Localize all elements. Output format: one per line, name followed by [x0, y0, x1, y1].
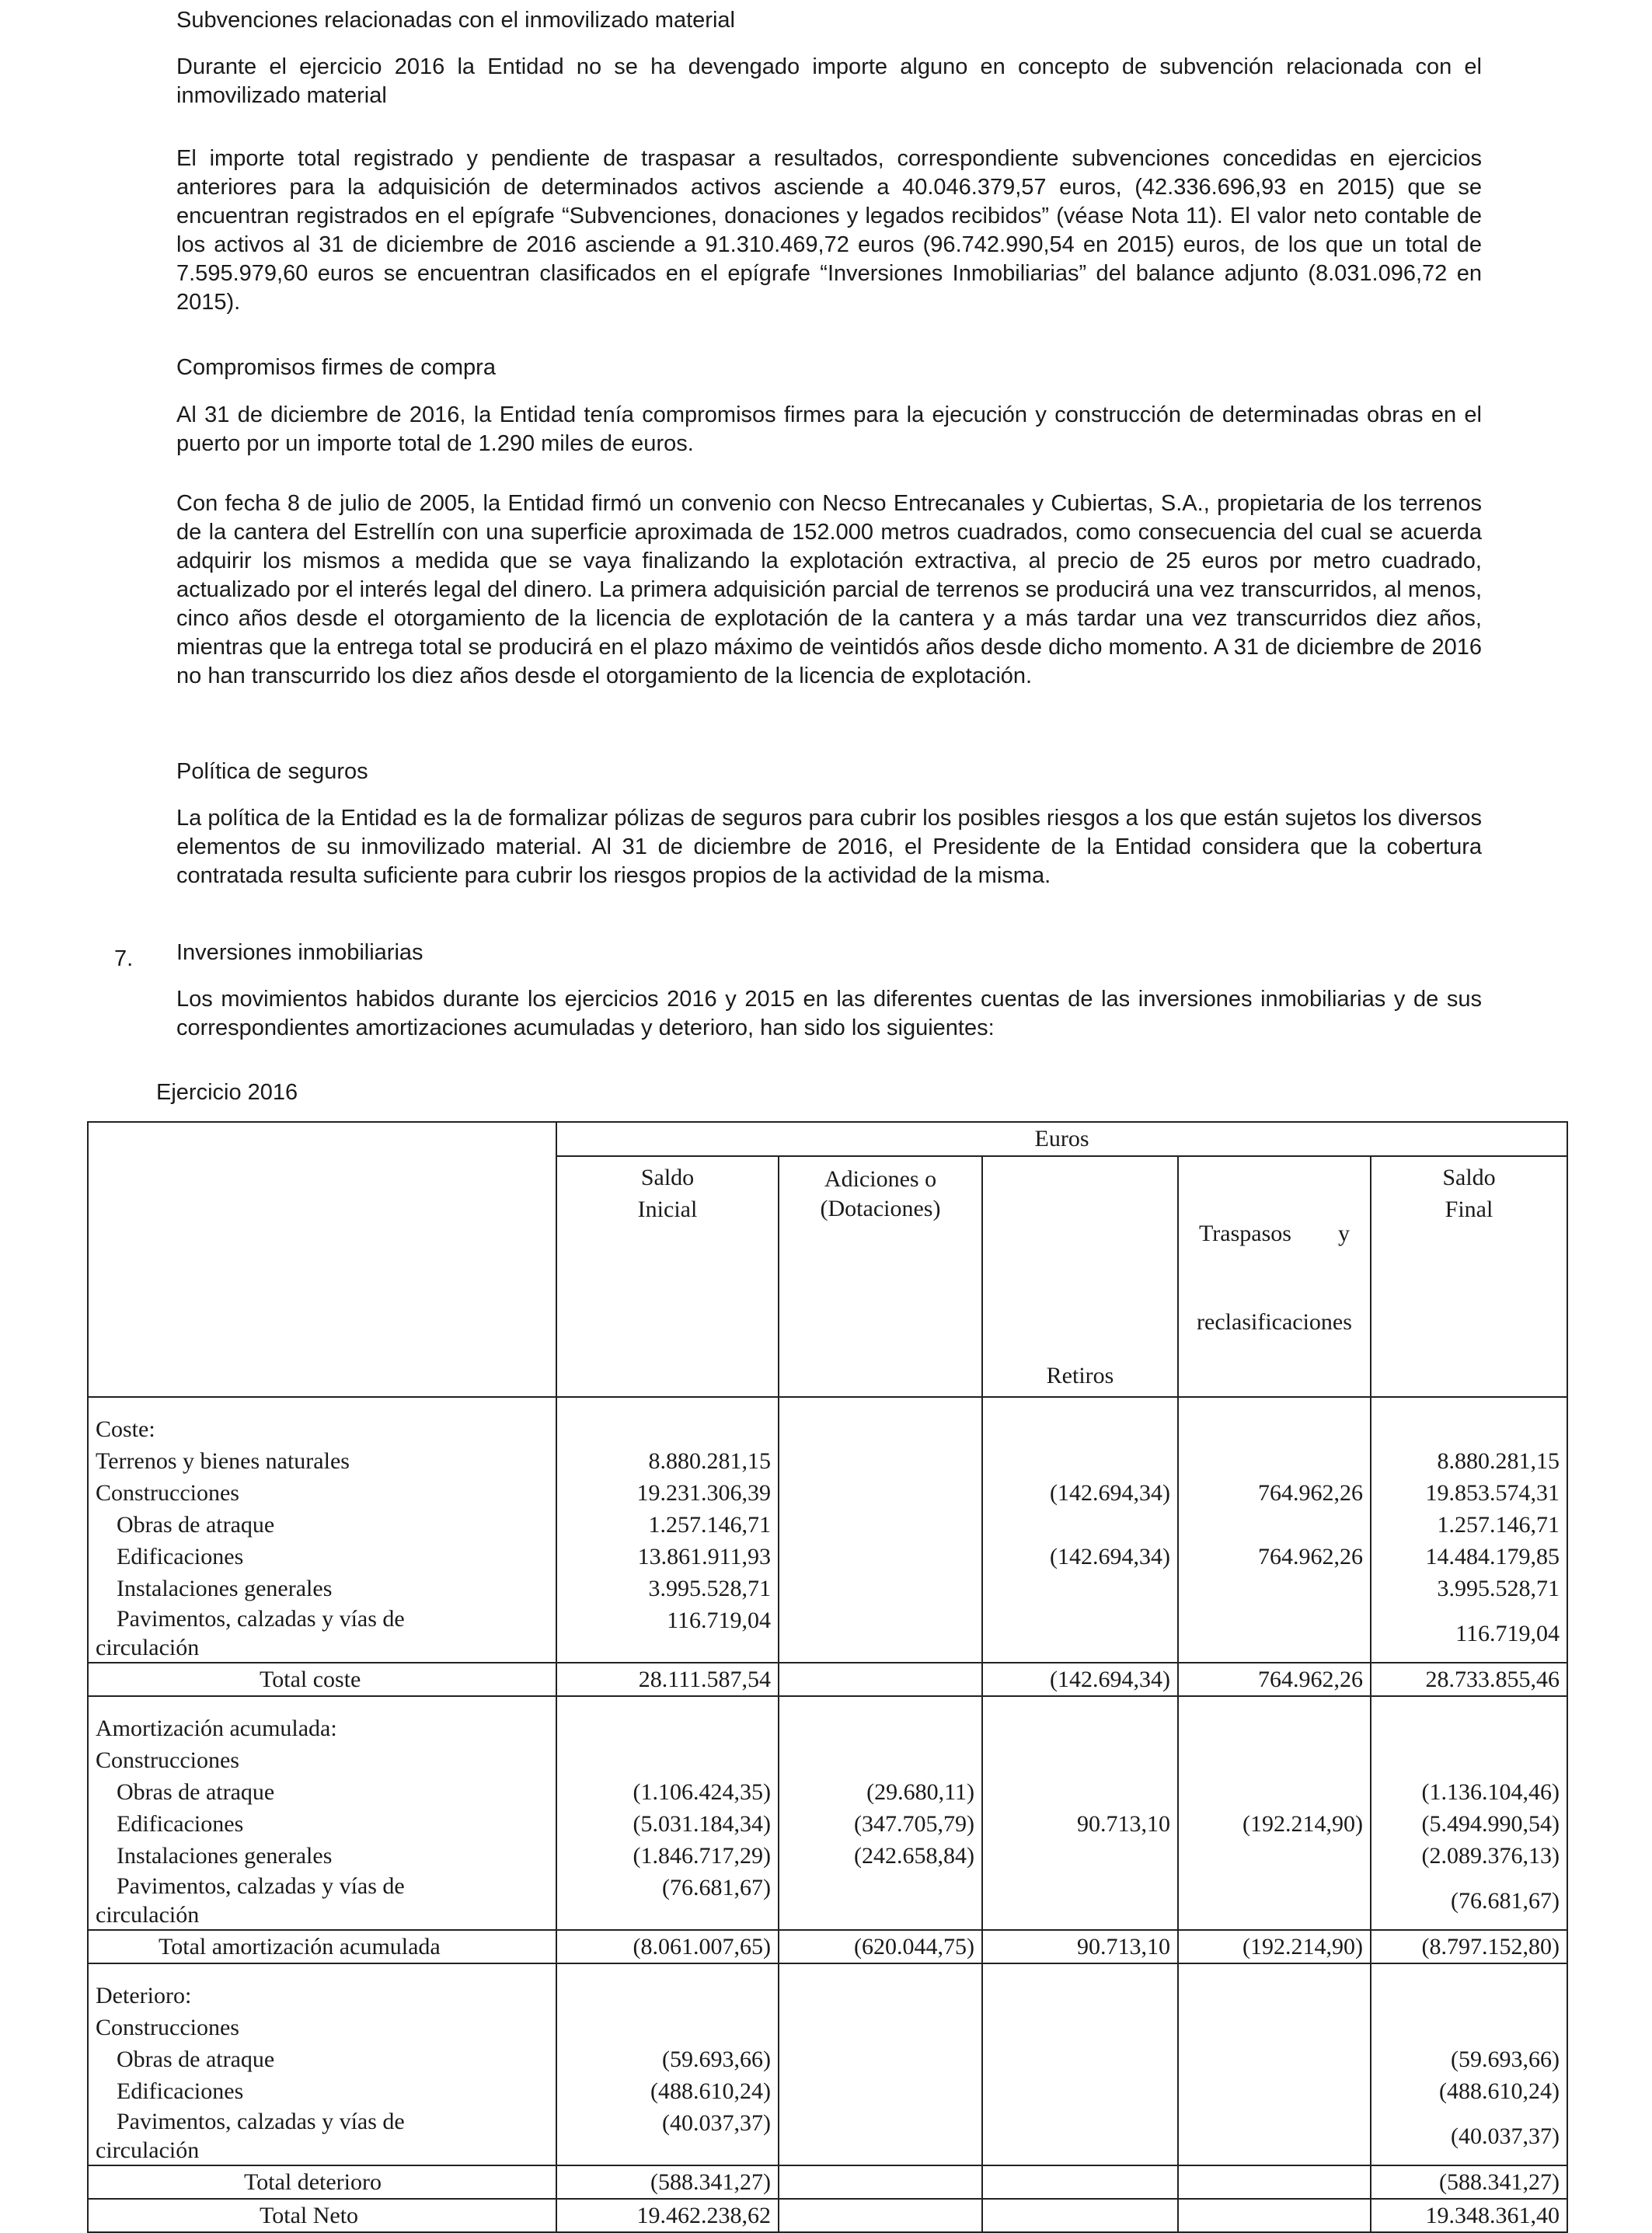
deterioro-title: Deterioro: — [88, 1980, 556, 2012]
table-row — [88, 1477, 1567, 1509]
cell-inicial: 19.231.306,39 — [556, 1477, 779, 1509]
header-saldo-inicial — [556, 1156, 779, 1397]
row-label: Total coste — [88, 1663, 556, 1696]
row-label: Terrenos y bienes naturales — [88, 1445, 556, 1477]
cell-retiros: (142.694,34) — [982, 1541, 1178, 1573]
subvenciones-paragraph-1: Durante el ejercicio 2016 la Entidad no se ha devengado importe alguno en concepto de subvención relacionada con el inmovilizado material — [176, 54, 1482, 108]
row-label — [88, 1604, 556, 1663]
cell-inicial: (8.061.007,65) — [556, 1930, 779, 1963]
cell-inicial: 19.462.238,62 — [556, 2199, 779, 2232]
cell-inicial: (588.341,27) — [556, 2165, 779, 2199]
cell-final: (1.136.104,46) — [1371, 1776, 1567, 1808]
row-label: Construcciones — [88, 2012, 556, 2043]
row-label: Obras de atraque — [88, 1776, 556, 1808]
header-traspasos-line1: Traspasos y — [1199, 1221, 1350, 1246]
cell-inicial: 13.861.911,93 — [556, 1541, 779, 1573]
row-label: Instalaciones generales — [88, 1573, 556, 1604]
cell-traspasos: 764.962,26 — [1178, 1541, 1371, 1573]
cell-final: (8.797.152,80) — [1371, 1930, 1567, 1963]
cell-final: 8.880.281,15 — [1371, 1445, 1567, 1477]
cell-final: 14.484.179,85 — [1371, 1541, 1567, 1573]
header-saldo-final-line2: Final — [1445, 1197, 1493, 1222]
cell-traspasos: 764.962,26 — [1178, 1477, 1371, 1509]
header-retiros: Retiros — [982, 1156, 1178, 1397]
header-adiciones-line1: Adiciones o — [824, 1166, 937, 1192]
cell-inicial: 116.719,04 — [556, 1604, 779, 1663]
total-row — [88, 1930, 1567, 1963]
cell-adiciones: (620.044,75) — [779, 1930, 982, 1963]
header-euros-row — [88, 1122, 1567, 1156]
header-traspasos — [1178, 1156, 1371, 1397]
cell-retiros: (142.694,34) — [982, 1663, 1178, 1696]
table-row — [88, 1840, 1567, 1872]
table-row — [88, 1872, 1567, 1930]
cell-final: 1.257.146,71 — [1371, 1509, 1567, 1541]
section-number: 7. — [114, 946, 134, 971]
table-row — [88, 1776, 1567, 1808]
cell-final: 28.733.855,46 — [1371, 1663, 1567, 1696]
seguros-paragraph: La política de la Entidad es la de formalizar pólizas de seguros para cubrir los posibles riesgos a los que están sujetos los diversos elementos de su inmovilizado material. Al 31 de diciembre de 2016, el Presidente de la Entidad considera que la cobertura contratada resulta suficiente para cubrir los riesgos propios de la actividad de la misma. — [176, 806, 1482, 888]
header-saldo-final-line1: Saldo — [1442, 1165, 1496, 1190]
row-label-line2: circulación — [96, 1635, 200, 1660]
cell-inicial: (488.610,24) — [556, 2075, 779, 2107]
row-label: Total deterioro — [88, 2165, 556, 2199]
table-row — [88, 2043, 1567, 2075]
header-saldo-inicial-line2: Inicial — [637, 1197, 698, 1222]
table-row — [88, 1573, 1567, 1604]
table-row — [88, 1509, 1567, 1541]
cell-inicial: (5.031.184,34) — [556, 1808, 779, 1840]
row-label-line1: Pavimentos, calzadas y vías de — [117, 2109, 405, 2134]
table-row — [88, 1413, 1567, 1445]
cell-final: 3.995.528,71 — [1371, 1573, 1567, 1604]
cell-final: (59.693,66) — [1371, 2043, 1567, 2075]
cell-traspasos: 764.962,26 — [1178, 1663, 1371, 1696]
cell-inicial: (59.693,66) — [556, 2043, 779, 2075]
row-label-line1: Pavimentos, calzadas y vías de — [117, 1873, 405, 1899]
inversiones-paragraph: Los movimientos habidos durante los ejercicios 2016 y 2015 en las diferentes cuentas de las inversiones inmobiliarias y de sus correspondientes amortizaciones acumuladas y deterioro, han sido los siguientes: — [176, 987, 1482, 1040]
row-label-line2: circulación — [96, 2137, 200, 2163]
inversiones-heading: Inversiones inmobiliarias — [176, 940, 423, 965]
cell-retiros: (142.694,34) — [982, 1477, 1178, 1509]
row-label: Obras de atraque — [88, 1509, 556, 1541]
cell-inicial: 8.880.281,15 — [556, 1445, 779, 1477]
header-traspasos-line2: reclasificaciones — [1197, 1309, 1352, 1335]
cell-final: (76.681,67) — [1371, 1872, 1567, 1930]
total-row — [88, 2165, 1567, 2199]
cell-adiciones: (347.705,79) — [779, 1808, 982, 1840]
subvenciones-heading: Subvenciones relacionadas con el inmovilizado material — [176, 8, 735, 33]
row-label: Obras de atraque — [88, 2043, 556, 2075]
row-label: Construcciones — [88, 1744, 556, 1776]
row-label: Edificaciones — [88, 2075, 556, 2107]
total-neto-row — [88, 2199, 1567, 2232]
cell-traspasos: (192.214,90) — [1178, 1808, 1371, 1840]
table-row — [88, 1744, 1567, 1776]
cell-retiros: 90.713,10 — [982, 1930, 1178, 1963]
cell-final: (40.037,37) — [1371, 2107, 1567, 2165]
amort-title: Amortización acumulada: — [88, 1712, 556, 1744]
compromisos-paragraph-1: Al 31 de diciembre de 2016, la Entidad tenía compromisos firmes para la ejecución y construcción de determinadas obras en el puerto por un importe total de 1.290 miles de euros. — [176, 402, 1482, 456]
cell-final: (488.610,24) — [1371, 2075, 1567, 2107]
cell-retiros: 90.713,10 — [982, 1808, 1178, 1840]
coste-title: Coste: — [88, 1413, 556, 1445]
subvenciones-paragraph-2: El importe total registrado y pendiente de traspasar a resultados, correspondiente subvenciones concedidas en ejercicios anteriores para la adquisición de determinados activos asciende a 40.046.379,57 euros, (42.336.696,93 en 2015) que se encuentran registrados en el epígrafe “Subvenciones, donaciones y legados recibidos” (véase Nota 11). El valor neto contable de los activos al 31 de diciembre de 2016 asciende a 91.310.469,72 euros (96.742.990,54 en 2015) euros, de los que un total de 7.595.979,60 euros se encuentran clasificados en el epígrafe “Inversiones Inmobiliarias” del balance adjunto (8.031.096,72 en 2015). — [176, 146, 1482, 315]
cell-final: (5.494.990,54) — [1371, 1808, 1567, 1840]
compromisos-paragraph-2: Con fecha 8 de julio de 2005, la Entidad firmó un convenio con Necso Entrecanales y Cubiertas, S.A., propietaria de los terrenos de la cantera del Estrellín con una superficie aproximada de 152.000 metros cuadrados, como consecuencia del cual se acuerda adquirir los mismos a medida que se vaya finalizando la explotación extractiva, al precio de 25 euros por metro cuadrado, actualizado por el interés legal del dinero. La primera adquisición parcial de terrenos se producirá una vez transcurridos, al menos, cinco años desde el otorgamiento de la licencia de explotación de la cantera y a más tardar una vez transcurridos diez años, mientras que la entrega total se producirá en el plazo máximo de veintidós años desde dicho momento. A 31 de diciembre de 2016 no han transcurrido los diez años desde el otorgamiento de la licencia de explotación. — [176, 491, 1482, 688]
table-row — [88, 2075, 1567, 2107]
row-label — [88, 1872, 556, 1930]
row-label: Edificaciones — [88, 1541, 556, 1573]
table-row — [88, 1541, 1567, 1573]
header-euros: Euros — [556, 1122, 1567, 1156]
header-adiciones-line2: (Dotaciones) — [820, 1196, 941, 1221]
table-row — [88, 1604, 1567, 1663]
row-label-line2: circulación — [96, 1902, 200, 1928]
cell-adiciones: (29.680,11) — [779, 1776, 982, 1808]
row-label: Instalaciones generales — [88, 1840, 556, 1872]
row-label: Total Neto — [88, 2199, 556, 2232]
row-label-line1: Pavimentos, calzadas y vías de — [117, 1606, 405, 1632]
total-row — [88, 1663, 1567, 1696]
cell-inicial: (1.106.424,35) — [556, 1776, 779, 1808]
table-row — [88, 1808, 1567, 1840]
table-row — [88, 2012, 1567, 2043]
cell-inicial: (76.681,67) — [556, 1872, 779, 1930]
cell-final: (588.341,27) — [1371, 2165, 1567, 2199]
cell-final: 19.853.574,31 — [1371, 1477, 1567, 1509]
table-row — [88, 1445, 1567, 1477]
cell-adiciones: (242.658,84) — [779, 1840, 982, 1872]
table-row — [88, 1980, 1567, 2012]
cell-inicial: (40.037,37) — [556, 2107, 779, 2165]
compromisos-heading: Compromisos firmes de compra — [176, 355, 496, 380]
cell-final: (2.089.376,13) — [1371, 1840, 1567, 1872]
header-saldo-inicial-line1: Saldo — [640, 1165, 695, 1190]
movements-table — [87, 1121, 1568, 2233]
cell-final: 19.348.361,40 — [1371, 2199, 1567, 2232]
cell-final: 116.719,04 — [1371, 1604, 1567, 1663]
row-label: Construcciones — [88, 1477, 556, 1509]
cell-inicial: (1.846.717,29) — [556, 1840, 779, 1872]
cell-inicial: 1.257.146,71 — [556, 1509, 779, 1541]
seguros-heading: Política de seguros — [176, 759, 368, 784]
header-saldo-final — [1371, 1156, 1567, 1397]
ejercicio-label: Ejercicio 2016 — [156, 1080, 298, 1105]
header-adiciones — [779, 1156, 982, 1397]
table-row — [88, 1712, 1567, 1744]
cell-inicial: 3.995.528,71 — [556, 1573, 779, 1604]
cell-traspasos: (192.214,90) — [1178, 1930, 1371, 1963]
row-label: Edificaciones — [88, 1808, 556, 1840]
cell-inicial: 28.111.587,54 — [556, 1663, 779, 1696]
row-label: Total amortización acumulada — [88, 1930, 556, 1963]
